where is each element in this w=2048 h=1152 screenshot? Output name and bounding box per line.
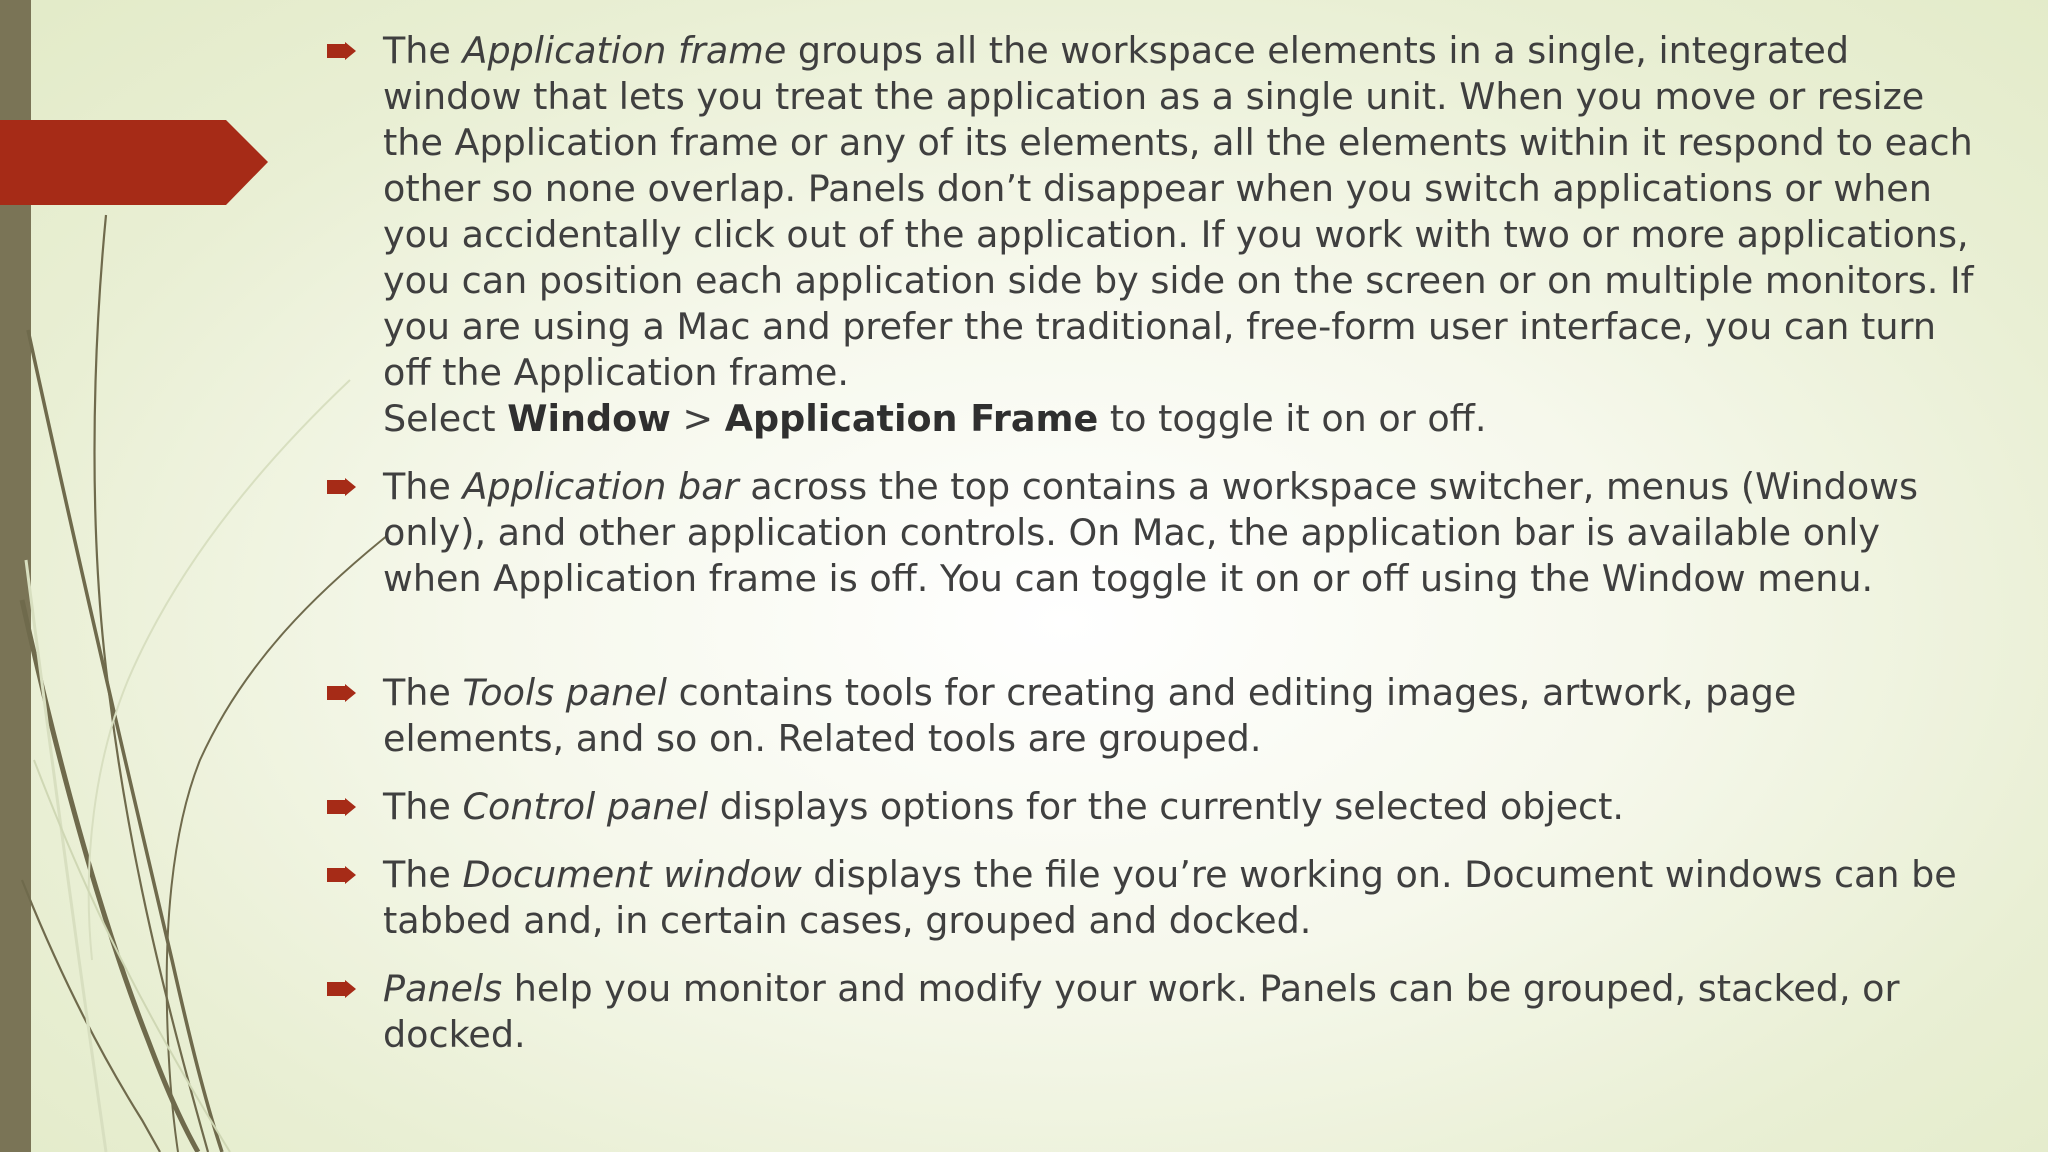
bullet-text: contains tools for creating and editing images, artwork, page elements, and so on. Related tools are grouped. xyxy=(383,671,1797,760)
bullet-item-document-window xyxy=(323,852,1983,944)
subline-rest: to toggle it on or off. xyxy=(1098,397,1487,440)
bullet-item-application-frame xyxy=(323,28,1983,442)
arrow-bullet-icon xyxy=(327,684,357,702)
red-arrow-shape xyxy=(0,120,268,205)
bullet-text: across the top contains a workspace switcher, menus (Windows only), and other application controls. On Mac, the application bar is available only when Application frame is off. You can toggle it on or off using the Window menu. xyxy=(383,465,1919,600)
subline-select: Select xyxy=(383,397,508,440)
bullet-text: displays options for the currently selected object. xyxy=(708,785,1625,828)
subline-application-frame: Application Frame xyxy=(724,397,1099,440)
subline-gt: > xyxy=(670,397,725,440)
arrow-bullet-icon xyxy=(327,798,357,816)
bullet-item-application-bar xyxy=(323,464,1983,602)
bullet-prefix: The xyxy=(383,853,463,896)
arrow-bullet-icon xyxy=(327,866,357,884)
bullet-prefix: The xyxy=(383,465,463,508)
bullet-text: help you monitor and modify your work. Panels can be grouped, stacked, or docked. xyxy=(383,967,1900,1056)
bullet-text: displays the file you’re working on. Document windows can be tabbed and, in certain cases, grouped and docked. xyxy=(383,853,1957,942)
bullet-term: Tools panel xyxy=(462,671,667,714)
bullet-item-tools-panel xyxy=(323,670,1983,762)
bullet-prefix: The xyxy=(383,671,463,714)
bullet-term: Document window xyxy=(462,853,802,896)
arrow-bullet-icon xyxy=(327,42,357,60)
bullet-subline xyxy=(383,396,1983,442)
bullet-term: Control panel xyxy=(462,785,709,828)
arrow-bullet-icon xyxy=(327,980,357,998)
subline-window: Window xyxy=(507,397,671,440)
bullet-prefix: The xyxy=(383,785,463,828)
bullet-text: groups all the workspace elements in a single, integrated window that lets you treat the application as a single unit. When you move or resize the Application frame or any of its elements, all the elements within it respond to each other so none overlap. Panels don’t disappear when you switch applications or when you accidentally click out of the application. If you work with two or more applications, you can position each application side by side on the screen or on multiple monitors. If you are using a Mac and prefer the traditional, free-form user interface, you can turn off the Application frame. xyxy=(383,29,1974,394)
bullet-item-panels xyxy=(323,966,1983,1058)
bullet-term: Application frame xyxy=(462,29,787,72)
bullet-term: Panels xyxy=(383,967,503,1010)
bullet-term: Application bar xyxy=(462,465,739,508)
bullet-item-control-panel xyxy=(323,784,1983,830)
arrow-bullet-icon xyxy=(327,478,357,496)
bullet-list xyxy=(323,28,1983,1058)
bullet-prefix: The xyxy=(383,29,463,72)
